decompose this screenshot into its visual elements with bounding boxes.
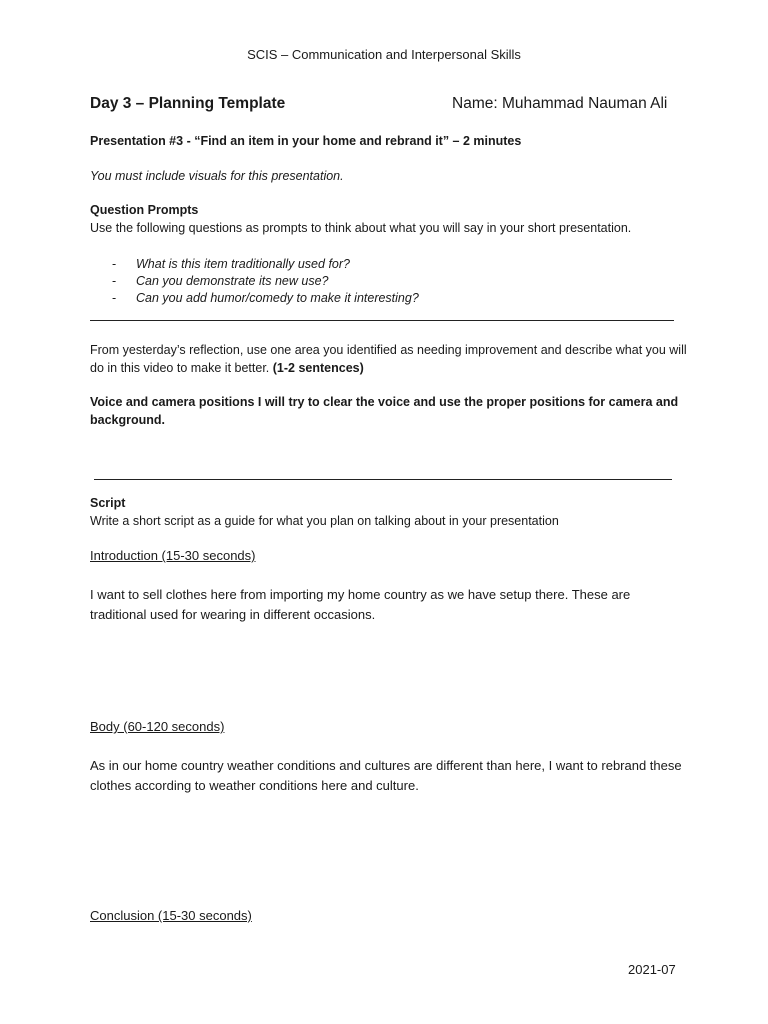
body-heading: Body (60-120 seconds) <box>90 719 225 734</box>
script-intro: Write a short script as a guide for what you plan on talking about in your presentation <box>90 514 559 528</box>
footer-date: 2021-07 <box>628 962 676 977</box>
page-title: Day 3 – Planning Template <box>90 95 286 112</box>
reflection-text: From yesterday’s reflection, use one area you identified as needing improvement and describe what you will do in this video to make it better. <box>90 343 687 375</box>
prompt-text: Can you add humor/comedy to make it interesting? <box>136 291 419 305</box>
dash-marker: - <box>112 291 117 305</box>
introduction-heading: Introduction (15-30 seconds) <box>90 548 256 563</box>
divider-line <box>90 320 674 321</box>
prompt-text: What is this item traditionally used for? <box>136 257 350 271</box>
reflection-emphasis: (1-2 sentences) <box>272 360 364 375</box>
conclusion-heading: Conclusion (15-30 seconds) <box>90 908 252 923</box>
presentation-line: Presentation #3 - “Find an item in your home and rebrand it” – 2 minutes <box>90 134 522 148</box>
dash-marker: - <box>112 257 117 271</box>
prompt-item <box>90 273 419 290</box>
script-heading: Script <box>90 496 126 510</box>
prompt-text: Can you demonstrate its new use? <box>136 274 329 288</box>
divider-line <box>94 479 672 480</box>
question-prompts-intro: Use the following questions as prompts to think about what you will say in your short presentation. <box>90 221 632 235</box>
prompt-list <box>90 256 419 307</box>
question-prompts-heading: Question Prompts <box>90 203 199 217</box>
reflection-answer: Voice and camera positions I will try to clear the voice and use the proper positions for camera and background. <box>90 395 679 427</box>
prompt-item <box>90 290 419 307</box>
dash-marker: - <box>112 274 117 288</box>
reflection-prompt <box>90 342 690 377</box>
introduction-text: I want to sell clothes here from importing my home country as we have setup there. These are traditional used for wearing in different occasions. <box>90 587 631 622</box>
prompt-item <box>90 256 419 273</box>
course-title: SCIS – Communication and Interpersonal Skills <box>247 47 521 62</box>
visuals-note: You must include visuals for this presentation. <box>90 169 344 183</box>
body-text: As in our home country weather conditions and cultures are different than here, I want to rebrand these clothes according to weather conditions here and culture. <box>90 758 682 793</box>
student-name: Name: Muhammad Nauman Ali <box>452 95 668 112</box>
